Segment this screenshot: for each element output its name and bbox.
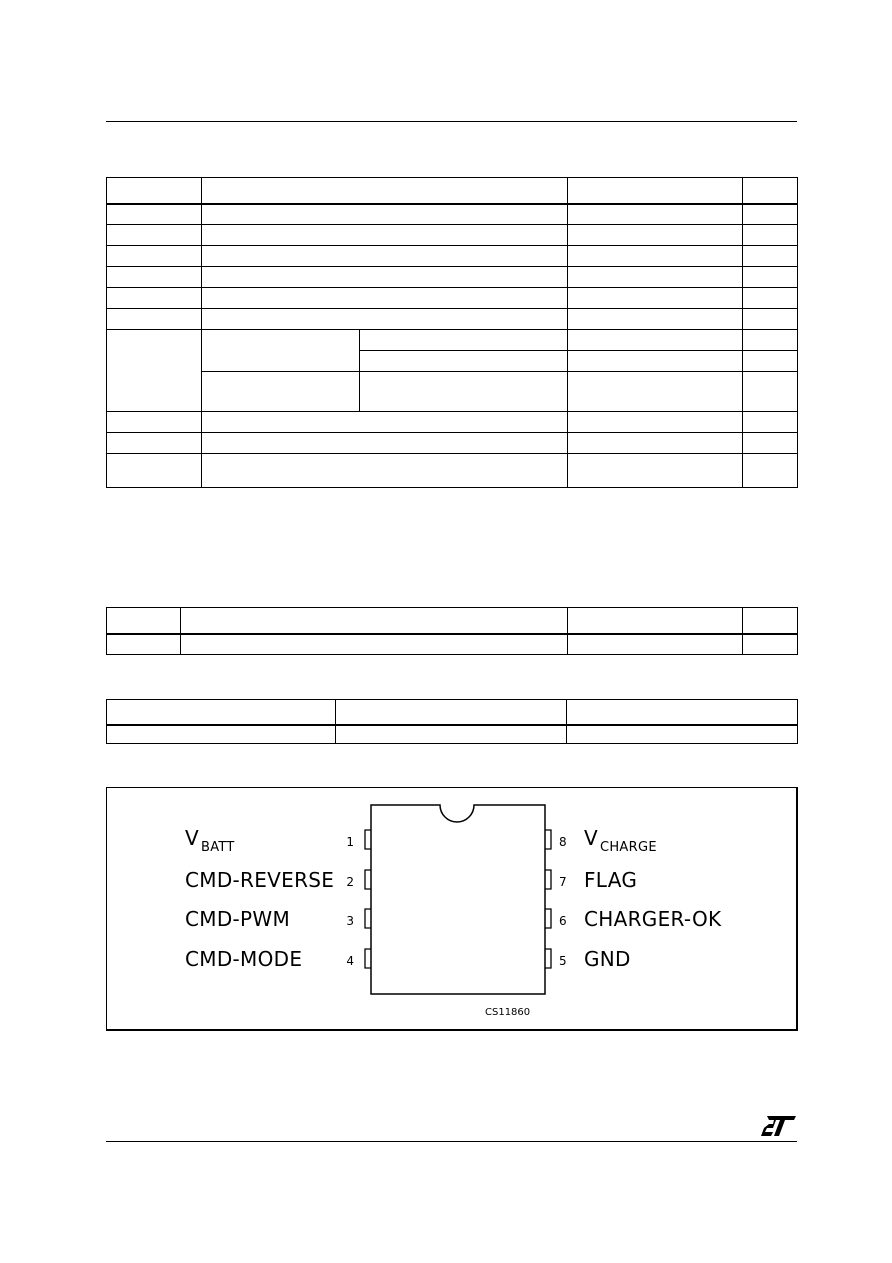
pin-name: V xyxy=(185,826,199,850)
table-row xyxy=(107,412,798,433)
table-row xyxy=(107,246,798,267)
pin-subscript: BATT xyxy=(200,840,235,855)
table-row xyxy=(107,330,798,351)
pin-name: V xyxy=(584,826,598,850)
pin-stub xyxy=(365,909,371,928)
pin-stub xyxy=(545,830,551,849)
pin-label-cmd-pwm: CMD-PWM xyxy=(185,907,291,931)
pin-label-vcharge xyxy=(584,826,657,855)
pin-number: 2 xyxy=(346,875,354,889)
pin-label-charger-ok: CHARGER-OK xyxy=(584,907,722,931)
table-row xyxy=(107,178,798,204)
pin-diagram xyxy=(107,788,796,1029)
st-logo-icon xyxy=(761,1115,797,1137)
table-row xyxy=(107,267,798,288)
pin-label-cmd-mode: CMD-MODE xyxy=(185,947,303,971)
pin-number: 1 xyxy=(346,835,354,849)
pin-number: 8 xyxy=(559,835,567,849)
pin-subscript: CHARGE xyxy=(599,840,657,855)
pin-connection-box xyxy=(106,787,798,1031)
pin-number: 3 xyxy=(346,914,354,928)
table-row xyxy=(107,634,798,655)
ic-package-body xyxy=(371,805,545,994)
pin-label-vbatt xyxy=(185,826,235,855)
table-row xyxy=(107,309,798,330)
table-row xyxy=(107,608,798,634)
footer-rule xyxy=(106,1141,797,1142)
pin-stub xyxy=(365,870,371,889)
pin-stub xyxy=(365,949,371,968)
header-rule xyxy=(106,121,797,122)
order-codes-table xyxy=(106,699,798,744)
pin-number: 6 xyxy=(559,914,567,928)
pin-label-flag: FLAG xyxy=(584,868,638,892)
pin-label-cmd-reverse: CMD-REVERSE xyxy=(185,868,335,892)
table-row xyxy=(107,204,798,225)
pin-stub xyxy=(545,949,551,968)
thermal-table xyxy=(106,607,798,655)
pin-label-gnd: GND xyxy=(584,947,631,971)
table-row xyxy=(107,725,798,744)
pin-stub xyxy=(365,830,371,849)
pin-number: 7 xyxy=(559,875,567,889)
table-row xyxy=(107,372,798,412)
pin-stub xyxy=(545,909,551,928)
ratings-table xyxy=(106,177,798,488)
pin-stub xyxy=(545,870,551,889)
table-row xyxy=(107,700,798,725)
table-row xyxy=(107,454,798,488)
pin-number: 4 xyxy=(346,954,354,968)
table-row xyxy=(107,225,798,246)
table-row xyxy=(107,433,798,454)
drawing-code: CS11860 xyxy=(485,1007,531,1018)
pin-number: 5 xyxy=(559,954,567,968)
table-row xyxy=(107,288,798,309)
